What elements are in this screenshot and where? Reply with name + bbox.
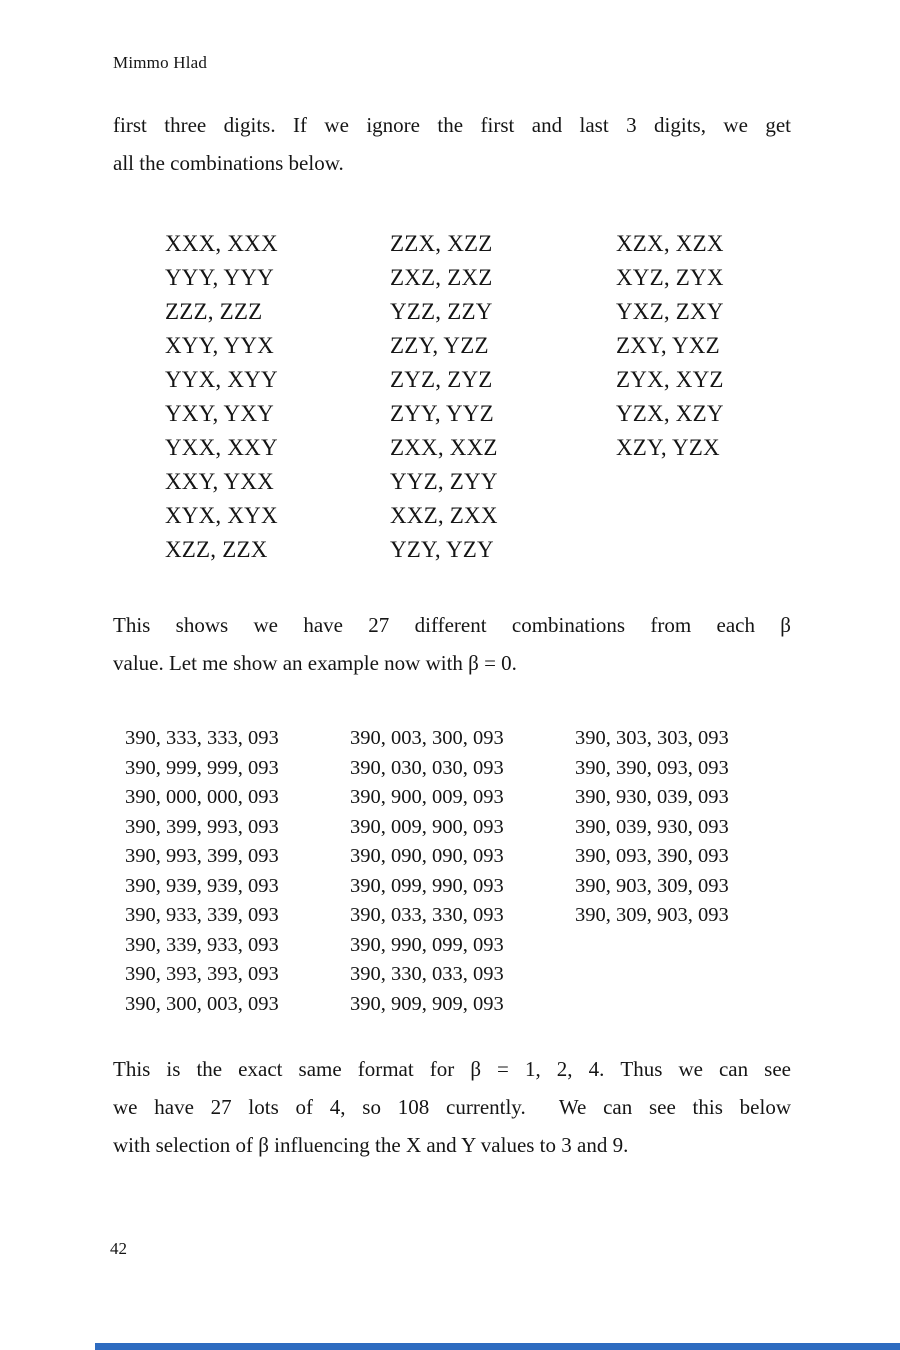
letter-table-column-1 — [165, 227, 278, 567]
paragraph-line: all the combinations below. — [113, 151, 344, 175]
number-row: 390, 330, 033, 093 — [350, 963, 504, 985]
letter-pair: XYZ, ZYX — [616, 265, 724, 290]
number-row: 390, 990, 099, 093 — [350, 933, 504, 956]
letter-table-column-2 — [390, 227, 498, 567]
letter-pair: XZY, YZX — [616, 435, 720, 460]
letter-pair: YXZ, ZXY — [616, 299, 724, 324]
letter-pair: ZXX, XXZ — [390, 435, 498, 460]
number-row: 390, 030, 030, 093 — [350, 756, 504, 779]
paragraph-line: first three digits. If we ignore the first and last 3 digits, we get — [113, 113, 791, 137]
number-row: 390, 039, 930, 093 — [575, 815, 729, 838]
bottom-accent-bar — [95, 1343, 900, 1350]
letter-table-column-3 — [616, 227, 724, 465]
letter-pair: YYY, YYY — [165, 265, 274, 290]
number-row: 390, 033, 330, 093 — [350, 904, 504, 926]
letter-pair: XYX, XYX — [165, 503, 278, 528]
paragraph-line: with selection of β influencing the X and Y values to 3 and 9. — [113, 1133, 629, 1157]
letter-pair: ZYX, XYZ — [616, 367, 724, 392]
letter-pair: ZZY, YZZ — [390, 333, 489, 358]
number-row: 390, 090, 090, 093 — [350, 845, 504, 867]
number-table-column-2 — [350, 724, 504, 1019]
paragraph-line: value. Let me show an example now with β = 0. — [113, 651, 517, 675]
paragraph-intro — [113, 106, 791, 182]
number-row: 390, 333, 333, 093 — [125, 727, 279, 749]
running-head: Mimmo Hlad — [113, 53, 208, 72]
paragraph-combinations-note — [113, 606, 791, 682]
page-number: 42 — [110, 1239, 127, 1258]
number-row: 390, 930, 039, 093 — [575, 786, 729, 808]
letter-pair: XZX, XZX — [616, 231, 724, 256]
letter-pair: YXX, XXY — [165, 435, 278, 460]
letter-pair: XXZ, ZXX — [390, 503, 498, 528]
letter-pair: YXY, YXY — [165, 401, 274, 426]
letter-pair: XXY, YXX — [165, 469, 274, 494]
letter-pair: ZXZ, ZXZ — [390, 265, 493, 290]
number-row: 390, 003, 300, 093 — [350, 727, 504, 749]
number-row: 390, 909, 909, 093 — [350, 992, 504, 1015]
number-row: 390, 339, 933, 093 — [125, 933, 279, 956]
letter-pair: ZYY, YYZ — [390, 401, 494, 426]
number-row: 390, 993, 399, 093 — [125, 845, 279, 867]
number-row: 390, 309, 903, 093 — [575, 904, 729, 926]
letter-pair: ZXY, YXZ — [616, 333, 720, 358]
number-row: 390, 900, 009, 093 — [350, 786, 504, 808]
letter-pair: ZYZ, ZYZ — [390, 367, 493, 392]
number-row: 390, 903, 309, 093 — [575, 874, 729, 897]
paragraph-line: This shows we have 27 different combinations from each β — [113, 613, 791, 637]
letter-pair: YYX, XYY — [165, 367, 278, 392]
number-row: 390, 939, 939, 093 — [125, 874, 279, 897]
letter-pair: XYY, YYX — [165, 333, 274, 358]
letter-pair: YZY, YZY — [390, 537, 494, 562]
number-row: 390, 093, 390, 093 — [575, 845, 729, 867]
letter-pair: YZX, XZY — [616, 401, 724, 426]
paragraph-closing — [113, 1050, 791, 1164]
letter-pair: ZZX, XZZ — [390, 231, 493, 256]
letter-pair: YZZ, ZZY — [390, 299, 493, 324]
letter-pair: ZZZ, ZZZ — [165, 299, 263, 324]
number-row: 390, 390, 093, 093 — [575, 756, 729, 779]
number-row: 390, 303, 303, 093 — [575, 727, 729, 749]
number-row: 390, 399, 993, 093 — [125, 815, 279, 838]
number-table-column-1 — [125, 724, 279, 1019]
paragraph-line: This is the exact same format for β = 1, 2, 4. Thus we can see — [113, 1057, 791, 1081]
letter-pair: XZZ, ZZX — [165, 537, 268, 562]
paragraph-line: we have 27 lots of 4, so 108 currently. We can see this below — [113, 1095, 791, 1119]
number-row: 390, 009, 900, 093 — [350, 815, 504, 838]
number-table-column-3 — [575, 724, 729, 931]
letter-pair: XXX, XXX — [165, 231, 278, 256]
number-row: 390, 933, 339, 093 — [125, 904, 279, 926]
number-row: 390, 300, 003, 093 — [125, 992, 279, 1015]
number-row: 390, 099, 990, 093 — [350, 874, 504, 897]
number-row: 390, 393, 393, 093 — [125, 963, 279, 985]
number-row: 390, 999, 999, 093 — [125, 756, 279, 779]
letter-pair: YYZ, ZYY — [390, 469, 498, 494]
number-row: 390, 000, 000, 093 — [125, 786, 279, 808]
